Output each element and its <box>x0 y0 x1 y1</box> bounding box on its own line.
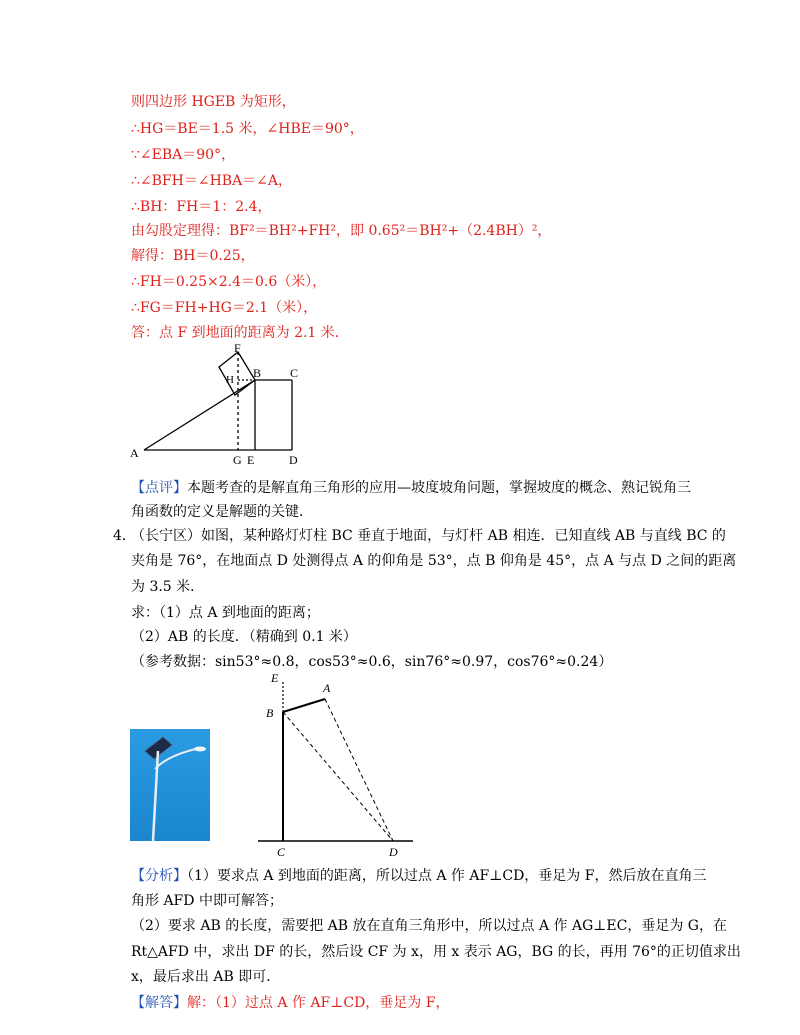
lamp-head-icon <box>194 747 206 752</box>
label-A: A <box>323 681 331 695</box>
solution-line: ∴FG＝FH+HG＝2.1（米）， <box>131 300 318 316</box>
label-E: E <box>247 453 255 467</box>
solution-line: ∵∠EBA＝90°， <box>131 147 236 163</box>
analysis-line5: x，最后求出 AB 即可． <box>131 969 281 985</box>
question-2: （2）AB 的长度．（精确到 0.1 米） <box>131 629 357 645</box>
reference-data: （参考数据：sin53°≈0.8，cos53°≈0.6，sin76°≈0.97，cos76°≈0.24） <box>131 654 613 670</box>
lamp-figure <box>255 672 425 862</box>
dashed-line-AD <box>325 699 393 841</box>
answer-tag: 【解答】 <box>131 995 187 1011</box>
answer-block <box>131 993 449 1013</box>
label-F: F <box>234 341 241 355</box>
label-E: E <box>271 672 279 685</box>
problem-line1: （长宁区）如图，某种路灯灯柱 BC 垂直于地面，与灯杆 AB 相连．已知直线 AB 与直线 BC 的 <box>131 528 726 544</box>
solution-line: ∴BH：FH＝1：2.4， <box>131 199 272 215</box>
analysis-block <box>131 866 706 886</box>
label-B: B <box>266 706 274 720</box>
dashed-line-BD <box>283 712 393 841</box>
problem-number: 4． <box>113 528 136 544</box>
comment-line1: 本题考查的是解直角三角形的应用—坡度坡角问题，掌握坡度的概念、熟记锐角三 <box>187 480 691 496</box>
solution-line: ∴FH＝0.25×2.4＝0.6（米）， <box>131 274 327 290</box>
solution-line: 答：点 F 到地面的距离为 2.1 米． <box>131 325 349 341</box>
solution-line: ∴∠BFH＝∠HBA＝∠A， <box>131 173 293 189</box>
analysis-line2: 角形 AFD 中即可解答； <box>131 893 283 909</box>
analysis-line4: Rt△AFD 中，求出 DF 的长，然后设 CF 为 x，用 x 表示 AG，BG 的长，再用 76°的正切值求出 <box>131 944 741 960</box>
label-C: C <box>277 845 286 859</box>
label-D: D <box>289 453 298 467</box>
comment-tag: 【点评】 <box>131 480 187 496</box>
solution-line: 则四边形 HGEB 为矩形， <box>131 94 296 110</box>
comment-block <box>131 478 691 498</box>
question-1: 求：（1）点 A 到地面的距离； <box>131 605 320 621</box>
analysis-line3: （2）要求 AB 的长度，需要把 AB 放在直角三角形中，所以过点 A 作 AG⊥EC，垂足为 G，在 <box>131 918 727 934</box>
label-G: G <box>233 453 242 467</box>
solution-line: 解得：BH＝0.25， <box>131 248 255 264</box>
street-lamp-photo <box>130 729 210 841</box>
comment-line2: 角函数的定义是解题的关键． <box>131 504 313 520</box>
label-B: B <box>253 366 262 380</box>
solution-line: ∴HG＝BE＝1.5 米，∠HBE＝90°， <box>131 121 364 137</box>
problem-line3: 为 3.5 米． <box>131 579 205 595</box>
arm-line-AB <box>283 699 325 712</box>
analysis-tag: 【分析】 <box>131 868 187 884</box>
label-D: D <box>389 845 398 859</box>
label-C: C <box>290 366 299 380</box>
square-shape <box>219 352 255 395</box>
slope-figure <box>120 340 320 470</box>
label-A: A <box>130 446 139 460</box>
label-H: H <box>226 374 234 386</box>
problem-line2: 夹角是 76°，在地面点 D 处测得点 A 的仰角是 53°，点 B 仰角是 45°，点 A 与点 D 之间的距离 <box>131 553 737 569</box>
answer-text: 解：（1）过点 A 作 AF⊥CD，垂足为 F， <box>187 995 450 1011</box>
analysis-line1: （1）要求点 A 到地面的距离，所以过点 A 作 AF⊥CD，垂足为 F，然后放在直角三 <box>187 868 707 884</box>
solution-line: 由勾股定理得：BF²＝BH²+FH²，即 0.65²＝BH²+（2.4BH）²， <box>131 223 552 239</box>
